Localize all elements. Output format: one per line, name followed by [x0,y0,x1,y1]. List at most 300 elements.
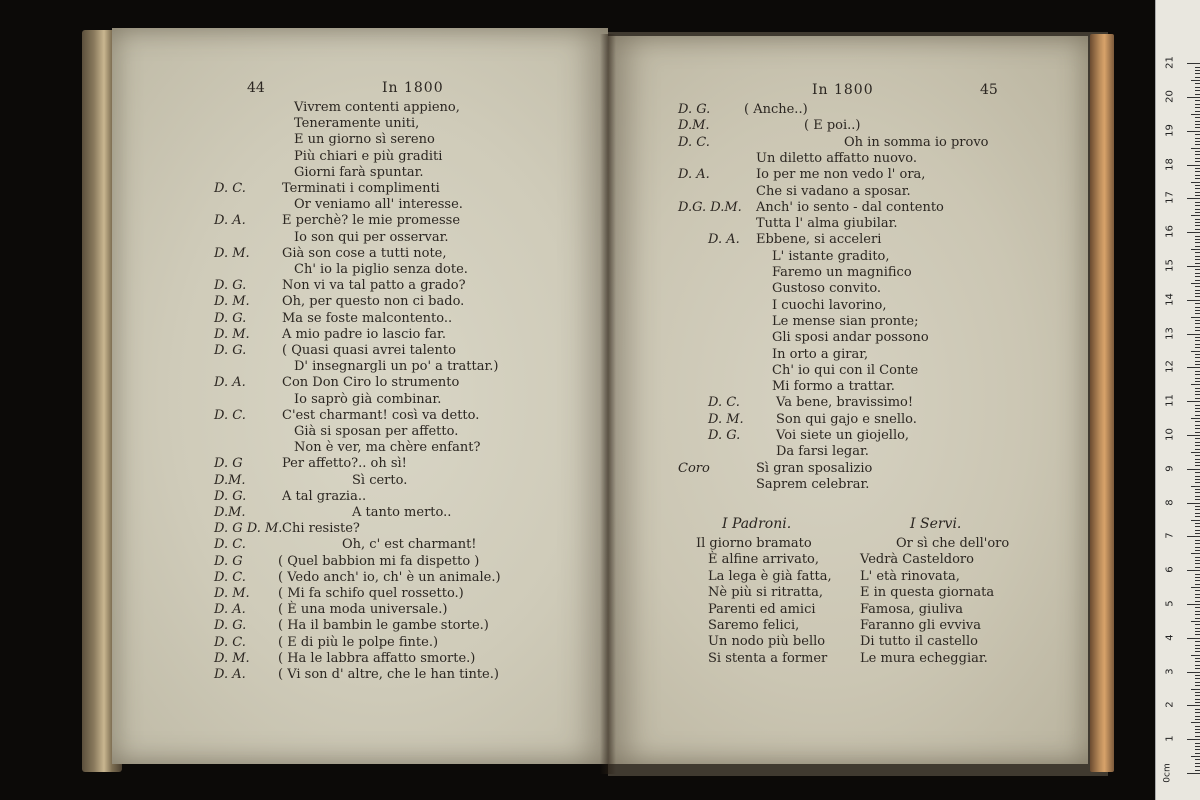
ruler-tick [1195,280,1200,281]
ruler-number: 16 [1164,225,1176,239]
verse-line: A tal grazia.. [282,488,367,504]
verse-line: Oh in somma io provo [844,134,989,150]
ruler-tick [1195,712,1200,713]
verse-line: A tanto merto.. [352,505,452,520]
ruler-tick [1195,547,1200,548]
ruler-tick [1191,486,1200,487]
verse-line: Giorni farà spuntar. [294,164,424,180]
ruler-tick [1195,222,1200,223]
ruler-tick [1195,530,1200,531]
verse-line: In orto a girar, [772,346,869,362]
verse-line: ( Quel babbion mi fa dispetto ) [278,553,480,569]
ruler-tick [1195,256,1200,257]
ruler-tick [1195,77,1200,78]
ruler-tick [1195,229,1200,230]
chorus-right-line: Le mura echeggiar. [860,650,988,666]
verse-line: Io saprò già combinar. [294,391,442,407]
ruler-tick [1195,344,1200,345]
ruler-tick [1191,351,1200,352]
ruler-tick [1195,492,1200,493]
ruler-tick [1195,381,1200,382]
ruler-tick [1195,726,1200,727]
ruler-tick [1195,746,1200,747]
verse-line: Va bene, bravissimo! [776,395,914,411]
ruler-tick [1187,165,1200,166]
verse-line: Non vi va tal patto a grado? [282,278,466,294]
speaker-label: D. C. [678,134,710,150]
ruler-tick [1195,378,1200,379]
verse-line: ( Vi son d' altre, che le han tinte.) [278,667,499,682]
speaker-label: D. C. [214,634,246,650]
ruler-tick [1195,67,1200,68]
gutter-fold [600,34,616,774]
ruler-tick [1195,567,1200,568]
ruler-tick [1195,611,1200,612]
ruler-tick [1195,175,1200,176]
ruler-tick [1195,421,1200,422]
ruler-tick [1195,323,1200,324]
ruler-tick [1195,394,1200,395]
ruler-tick [1195,648,1200,649]
verse-line: Gustoso convito. [772,281,882,297]
ruler-tick [1195,729,1200,730]
ruler-tick [1195,584,1200,585]
ruler-tick [1191,587,1200,588]
ruler-tick [1191,689,1200,690]
speaker-label: D. A. [214,213,246,229]
chorus-right-line: Or sì che dell'oro [896,536,1010,551]
ruler-tick [1195,100,1200,101]
ruler-tick [1195,276,1200,277]
ruler-number: 11 [1164,394,1176,408]
ruler-tick [1195,759,1200,760]
ruler-tick [1195,675,1200,676]
ruler-tick [1195,594,1200,595]
ruler-tick [1195,364,1200,365]
ruler-tick [1187,334,1200,335]
verse-line: Le mense sian pronte; [772,313,919,329]
ruler-tick [1187,469,1200,470]
ruler-number: 3 [1164,667,1176,675]
ruler-tick [1195,476,1200,477]
ruler-tick [1195,560,1200,561]
ruler-number: 17 [1164,191,1176,205]
right-cover-edge [1090,34,1114,772]
ruler-tick [1195,523,1200,524]
speaker-label: Coro [678,460,710,476]
verse-line: Voi siete un giojello, [776,428,910,443]
verse-line: Sì certo. [352,472,408,488]
ruler-tick [1195,590,1200,591]
page-number: 44 [247,80,265,96]
ruler-tick [1191,384,1200,385]
verse-line: Più chiari e più graditi [294,148,443,164]
verse-line: I cuochi lavorino, [772,297,887,313]
ruler-number: 7 [1164,532,1176,540]
ruler-tick [1195,296,1200,297]
ruler-tick [1187,672,1200,673]
ruler-tick [1195,405,1200,406]
ruler-tick [1195,628,1200,629]
verse-line: ( E poi..) [804,118,861,134]
ruler-tick [1195,121,1200,122]
ruler-tick [1195,347,1200,348]
verse-line: Ch' io la piglio senza dote. [294,262,468,277]
verse-line: ( E di più le polpe finte.) [278,634,439,650]
verse-line: ( Quasi quasi avrei talento [282,343,456,358]
ruler-tick [1195,550,1200,551]
ruler-tick [1195,202,1200,203]
ruler-number: 20 [1164,90,1176,103]
speaker-label: D. C. [214,537,246,553]
verse-line: ( Mi fa schifo quel rossetto.) [278,586,464,601]
ruler-tick [1187,604,1200,605]
ruler-tick [1195,154,1200,155]
ruler-tick [1195,411,1200,412]
speaker-label: D.M. [678,118,710,134]
chorus-right-line: Di tutto il castello [860,634,978,650]
verse-line: E un giorno sì sereno [294,132,435,148]
verse-line: Ebbene, si acceleri [756,232,882,248]
ruler-tick [1195,303,1200,304]
ruler-tick [1195,634,1200,635]
ruler-number: 12 [1164,360,1176,374]
ruler-tick [1187,435,1200,436]
ruler-tick [1187,266,1200,267]
chorus-left-line: La lega è già fatta, [708,568,832,584]
ruler-tick [1195,506,1200,507]
ruler-tick [1195,543,1200,544]
ruler-tick [1195,330,1200,331]
chorus-left-heading: I Padroni. [722,516,792,532]
chorus-right-line: Famosa, giuliva [860,601,963,617]
ruler-tick [1195,526,1200,527]
ruler-unit: 0cm [1162,763,1173,783]
ruler-tick [1187,503,1200,504]
speaker-label: D. C. [214,569,246,585]
ruler-number: 9 [1164,465,1176,472]
verse-line: Non è ver, ma chère enfant? [294,440,481,456]
ruler-number: 15 [1164,259,1176,272]
chorus-left-line: Nè più si ritratta, [708,585,824,601]
verse-line: Per affetto?.. oh sì! [282,456,407,472]
speaker-label: D. A. [214,667,246,682]
ruler-tick [1191,80,1200,81]
ruler-tick [1195,695,1200,696]
verse-line: Che si vadano a sposar. [756,183,911,199]
verse-line: Anch' io sento - dal contento [756,199,944,215]
speaker-label: D. A. [214,602,246,618]
ruler-tick [1191,722,1200,723]
ruler-tick [1191,756,1200,757]
ruler-tick [1195,425,1200,426]
verse-line: L' istante gradito, [772,248,890,264]
ruler-tick [1195,607,1200,608]
verse-line: ( È una moda universale.) [278,602,448,618]
ruler-tick [1195,753,1200,754]
verse-line: ( Anche..) [744,102,808,117]
ruler-tick [1195,73,1200,74]
ruler-tick [1191,215,1200,216]
ruler-tick [1195,449,1200,450]
ruler-tick [1187,638,1200,639]
speaker-label: D. M. [214,650,250,666]
speaker-label: D. C. [214,181,246,196]
ruler-tick [1195,178,1200,179]
speaker-label: D. M. [214,294,250,310]
verse-line: Tutta l' alma giubilar. [756,216,898,232]
ruler-tick [1187,63,1200,64]
ruler-tick [1195,428,1200,429]
ruler-tick [1195,263,1200,264]
ruler-tick [1195,239,1200,240]
ruler-tick [1195,354,1200,355]
ruler-tick [1195,273,1200,274]
verse-line: Oh, per questo non ci bado. [282,294,465,310]
ruler-tick [1191,520,1200,521]
ruler-tick [1195,513,1200,514]
verse-line: Terminati i complimenti [282,181,440,196]
ruler-tick [1195,577,1200,578]
verse-line: Già son cose a tutti note, [282,245,447,261]
speaker-label: D. M. [214,245,250,261]
verse-line: Da farsi legar. [776,444,869,460]
verse-line: Saprem celebrar. [756,476,870,492]
ruler-tick [1195,90,1200,91]
ruler-tick [1195,124,1200,125]
ruler-tick [1195,117,1200,118]
ruler-tick [1195,320,1200,321]
ruler-tick [1195,658,1200,659]
ruler-tick [1195,219,1200,220]
speaker-label: D. G [214,553,243,569]
ruler-tick [1195,134,1200,135]
chorus-right-heading: I Servi. [910,516,962,532]
ruler-tick [1195,171,1200,172]
speaker-label: D.M. [214,505,246,520]
verse-line: ( Ha il bambin le gambe storte.) [278,618,489,634]
ruler-tick [1195,574,1200,575]
ruler-tick [1195,286,1200,287]
ruler-tick [1191,114,1200,115]
ruler-tick [1195,151,1200,152]
verse-line: C'est charmant! così va detto. [282,407,480,423]
ruler-tick [1195,327,1200,328]
ruler-tick [1195,479,1200,480]
chorus-right-line: L' età rinovata, [860,568,960,584]
ruler-tick [1191,283,1200,284]
ruler-tick [1195,455,1200,456]
ruler-tick [1195,337,1200,338]
ruler-number: 18 [1164,157,1176,171]
ruler-number: 4 [1164,634,1176,641]
ruler-tick [1195,192,1200,193]
ruler-tick [1195,307,1200,308]
ruler-tick [1195,104,1200,105]
ruler-tick [1195,83,1200,84]
ruler-tick [1195,388,1200,389]
ruler-tick [1195,246,1200,247]
verse-line: Io per me non vedo l' ora, [756,167,926,183]
speaker-label: D. A. [708,232,740,248]
ruler-tick [1195,259,1200,260]
ruler-tick [1195,645,1200,646]
ruler-tick [1195,205,1200,206]
ruler-tick [1195,580,1200,581]
chorus-right-line: Vedrà Casteldoro [860,552,974,568]
verse-line: ( Ha le labbra affatto smorte.) [278,650,476,666]
ruler-tick [1195,597,1200,598]
verse-line: Già si sposan per affetto. [294,424,459,439]
ruler-tick [1195,631,1200,632]
ruler-tick [1195,716,1200,717]
ruler-tick [1195,242,1200,243]
ruler-tick [1187,300,1200,301]
ruler-tick [1191,249,1200,250]
ruler-number: 14 [1164,292,1176,306]
ruler-tick [1187,536,1200,537]
ruler-tick [1195,685,1200,686]
ruler-tick [1195,398,1200,399]
ruler-tick [1195,472,1200,473]
chorus-left-line: Un nodo più bello [708,634,826,650]
ruler-tick [1195,459,1200,460]
left-page [112,28,608,764]
ruler-tick [1195,161,1200,162]
ruler-tick [1195,374,1200,375]
ruler-tick [1195,209,1200,210]
ruler-tick [1195,361,1200,362]
ruler-number: 21 [1164,56,1176,70]
speaker-label: D. M. [708,411,744,427]
ruler-tick [1195,614,1200,615]
ruler-tick [1191,418,1200,419]
ruler-tick [1191,317,1200,318]
ruler-tick [1195,668,1200,669]
ruler-tick [1191,182,1200,183]
chorus-left-line: Parenti ed amici [708,601,816,617]
ruler-tick [1195,766,1200,767]
ruler-tick [1191,621,1200,622]
speaker-label: D.G. D.M. [678,199,742,215]
ruler-tick [1195,340,1200,341]
speaker-label: D. C. [214,407,246,423]
measuring-ruler [1155,0,1200,800]
ruler-tick [1195,357,1200,358]
ruler-tick [1195,432,1200,433]
ruler-number: 6 [1164,566,1176,573]
running-header: In 1800 [382,80,444,96]
ruler-tick [1195,516,1200,517]
speaker-label: D. M. [214,586,250,601]
ruler-tick [1187,401,1200,402]
open-book [82,24,1114,776]
verse-line: Un diletto affatto nuovo. [756,150,917,166]
ruler-tick [1187,131,1200,132]
ruler-tick [1195,482,1200,483]
verse-line: Faremo un magnifico [772,265,912,280]
ruler-tick [1195,499,1200,500]
ruler-tick [1191,553,1200,554]
ruler-tick [1195,371,1200,372]
verse-line: Io son qui per osservar. [294,229,449,245]
verse-line: Con Don Ciro lo strumento [282,375,460,391]
ruler-tick [1195,168,1200,169]
ruler-tick [1195,138,1200,139]
ruler-tick [1195,408,1200,409]
chorus-left-line: È alfine arrivato, [708,552,820,568]
ruler-tick [1195,293,1200,294]
ruler-tick [1195,719,1200,720]
ruler-tick [1195,540,1200,541]
ruler-tick [1187,198,1200,199]
ruler-tick [1191,452,1200,453]
ruler-tick [1195,743,1200,744]
speaker-label: D. G. [678,102,711,117]
ruler-number: 5 [1164,600,1176,607]
chorus-right-line: Faranno gli evviva [860,618,981,633]
ruler-tick [1195,391,1200,392]
ruler-tick [1195,290,1200,291]
ruler-tick [1195,236,1200,237]
speaker-label: D.M. [214,472,246,488]
ruler-tick [1195,465,1200,466]
ruler-tick [1195,732,1200,733]
ruler-tick [1191,148,1200,149]
ruler-tick [1195,749,1200,750]
ruler-tick [1195,496,1200,497]
speaker-label: D. G. [214,310,247,326]
ruler-tick [1195,618,1200,619]
ruler-tick [1195,415,1200,416]
ruler-tick [1195,709,1200,710]
ruler-tick [1195,195,1200,196]
ruler-tick [1195,141,1200,142]
ruler-number: 10 [1164,428,1176,441]
speaker-label: D. G. [214,618,247,634]
ruler-tick [1195,144,1200,145]
chorus-left-line: Il giorno bramato [696,536,812,551]
ruler-tick [1195,445,1200,446]
ruler-tick [1195,665,1200,666]
ruler-tick [1195,462,1200,463]
speaker-label: D. G [214,456,243,472]
ruler-tick [1195,438,1200,439]
ruler-tick [1195,310,1200,311]
right-page [608,36,1088,764]
speaker-label: D. G. [214,343,247,358]
ruler-tick [1195,682,1200,683]
ruler-tick [1195,489,1200,490]
ruler-tick [1195,692,1200,693]
ruler-tick [1195,127,1200,128]
ruler-number: 1 [1164,735,1176,742]
ruler-number: 2 [1164,701,1176,709]
verse-line: Oh, c' est charmant! [342,537,477,553]
ruler-tick [1195,702,1200,703]
ruler-tick [1195,188,1200,189]
verse-line: Chi resiste? [282,521,360,537]
verse-line: Ma se foste malcontento.. [282,310,453,326]
speaker-label: D. G. [214,278,247,294]
ruler-tick [1191,655,1200,656]
speaker-label: D. G. [214,488,247,504]
ruler-tick [1195,661,1200,662]
speaker-label: D. C. [708,395,740,411]
speaker-label: D. A. [678,167,710,183]
ruler-tick [1195,111,1200,112]
verse-line: Vivrem contenti appieno, [294,100,460,115]
